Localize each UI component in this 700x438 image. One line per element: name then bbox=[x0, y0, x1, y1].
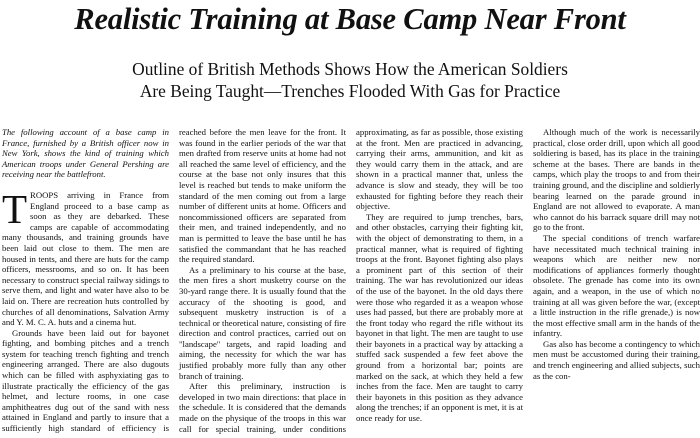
body-paragraph: The special conditions of trench warfare have necessitated much technical training in weapons which are neither new nor modifications of appliances formerly thought obsolete. The grenade has come into its own again, and a weapon, in the use of which no training at all was given before the war, (except a little instruction in the rifle grenade,) is now the most effective small arm in the hands of the infantry. bbox=[533, 232, 700, 339]
drop-cap: T bbox=[2, 185, 28, 232]
headline: Realistic Training at Base Camp Near Front bbox=[74, 2, 626, 36]
subheadline-line-1: Outline of British Methods Shows How the American Soldiers bbox=[132, 59, 568, 79]
body-paragraph: They are required to jump trenches, bars, and other obstacles, carrying their fighting kit, with the object of demonstrating to them, in a practical manner, what is required of fighting troops at the front. Bayonet fighting also plays a prominent part of this section of their training. The war has revolutionized our ideas of the use of the bayonet. In the old days there were those who regarded it as a weapon whose uses had passed, but there are probably more at the front today who regard the rifle without its bayonet in that light. The men are taught to use their bayonets in a practical way by attacking a stuffed sack suspended a few feet above the ground from a horizontal bar; points are marked on the sack, at which they held a few inches from the face. Men are taught to carry their bayonets in this position as they advance along the trenches; if an opponent is met, it is at once ready for use. bbox=[356, 211, 523, 424]
body-paragraph: Although much of the work is necessarily practical, close order drill, upon which all good soldiering is based, has its place in the training scheme at the bases. There are bands in the camps, which play the troops to and from their training ground, and the discipline and soldierly bearing learned on the parade ground in England are not allowed to evaporate. A man who cannot do his barrack square drill may not go to the front. bbox=[533, 127, 700, 233]
lead-paragraph-text: ROOPS arriving in France from England proceed to a base camp as soon as they are debarked. These camps are capable of accommodating many thousands, and training grounds have been laid out close to them. The men are housed in tents, and there are huts for the camp officers, messrooms, and so on. It has been necessary to construct special railway sidings to serve them, and light and water have also to be laid on. There are recreation huts controlled by churches of all denominations, Salvation Army and Y. M. C. A. huts and a cinema hut. bbox=[2, 189, 169, 328]
body-paragraph: After this preliminary, instruction is developed in two main directions: that place in the schedule. It is considered that the demands made on the physique of the troops in this war call for special training, under conditions approximating, as far as possible, those existing at the front. Men are practiced in advancing, carrying their arms, ammunition, and kit as they would carry them in the attack, and are shown in a practical manner that, unless the advance is slow and steady, they will be too exhausted for fighting before they reach their objective. bbox=[179, 127, 523, 434]
article-body bbox=[2, 127, 700, 438]
lead-paragraph bbox=[2, 185, 169, 328]
subheadline bbox=[0, 58, 700, 102]
subheadline-line-2: Are Being Taught—Trenches Flooded With Gas for Practice bbox=[139, 81, 561, 101]
body-paragraph: Gas also has become a contingency to which men must be accustomed during their training, and trench engineering and allied subjects, such as the con- bbox=[533, 338, 700, 381]
intro-paragraph: The following account of a base camp in France, furnished by a British officer now in New York, shows the kind of training which American troops under General Pershing are receiving near the battlefront. bbox=[2, 127, 169, 180]
body-paragraph: Grounds have been laid out for bayonet fighting, and bombing pitches and a trench system for teaching trench fighting and trench engineering arranged. There are also dugouts which can be filled with asphyxiating gas to illustrate practically the efficiency of the gas helmet, and lecture rooms, in one case amphitheatres dug out of the sand with ness attained in England and partly to insure that a sufficiently high standard of efficiency is reached before the men leave for the front. It was found in the earlier periods of the war that men drafted from reserve units at home had not all reached the same level of efficiency, and the course at the base not only insures that this level is reached but tends to make uniform the standard of the men coming out from a large number of different units at home. Officers and noncommissioned officers are separated from their men, and trained independently, and no man is permitted to leave the base until he has satisfied the commandant that he has reached the required standard. bbox=[2, 127, 346, 434]
body-paragraph: As a preliminary to his course at the base, the men fires a short musketry course on the 30-yard range there. It is usually found that the accuracy of the shooting is good, and subsequent musketry instruction is of a technical or theoretical nature, consisting of fire direction and control practices, carried out on "landscape" targets, and rapid loading and aiming, the necessity for which the war has justified probably more fully than any other branch of training. bbox=[179, 264, 346, 381]
